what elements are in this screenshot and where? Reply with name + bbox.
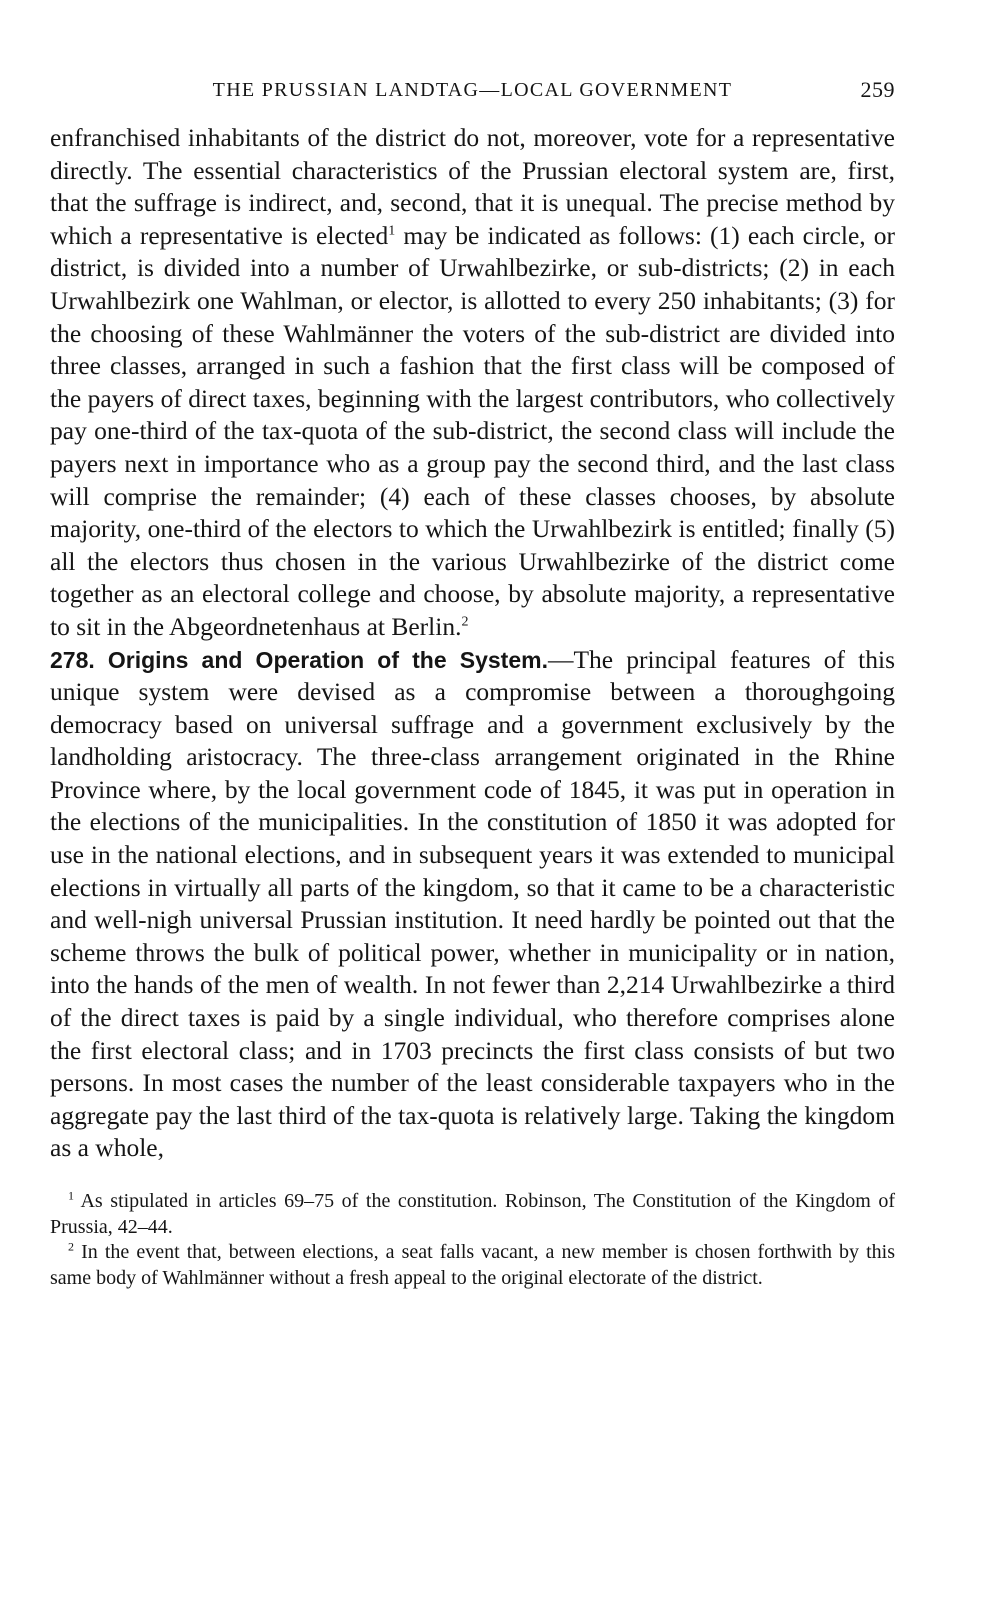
footnote-mark: 2 (68, 1239, 74, 1254)
body-text (50, 122, 895, 1165)
paragraph-text: may be indicated as follows: (1) each circle, or district, is divided into a number of Urwahlbezirke, or sub-districts; (2) in each Urwahlbezirk one Wahlman, or elector, is allotted to every 250 inhabitants; (3) for the choosing of these Wahlmänner the voters of the sub-district are divided into three classes, arranged in such a fashion that the first class will be composed of the payers of direct taxes, beginning with the largest contributors, who collectively pay one-third of the tax-quota of the sub-district, the second class will include the payers next in importance who as a group pay the second third, and the last class will comprise the remainder; (4) each of these classes chooses, by absolute majority, one-third of the electors to which the Urwahlbezirk is entitled; finally (5) all the electors thus chosen in the various Urwahlbezirke of the district come together as an electoral college and choose, by absolute majority, a representative to sit in the Abgeordnetenhaus at Berlin. (50, 220, 895, 641)
running-header (50, 70, 895, 110)
footnote-2 (50, 1240, 895, 1291)
paragraph-text: —The principal features of this unique system were devised as a compromise between a thoroughgoing democracy based on universal suffrage and a government exclusively by the landholding aristocracy. The three-class arrangement originated in the Rhine Province where, by the local government code of 1845, it was put in operation in the elections of the municipalities. In the constitution of 1850 it was adopted for use in the national elections, and in subsequent years it was extended to municipal elections in virtually all parts of the kingdom, so that it came to be a characteristic and well-nigh universal Prussian institution. It need hardly be pointed out that the scheme throws the bulk of political power, whether in municipality or in nation, into the hands of the men of wealth. In not fewer than 2,214 Urwahlbezirke a third of the direct taxes is paid by a single individual, who therefore comprises alone the first electoral class; and in 1703 precincts the first class consists of but two persons. In most cases the number of the least considerable taxpayers who in the aggregate pay the last third of the tax-quota is relatively large. Taking the kingdom as a whole, (50, 644, 895, 1163)
footnotes (50, 1189, 895, 1291)
footnote-1 (50, 1189, 895, 1240)
footnote-text: As stipulated in articles 69–75 of the constitution. Robinson, The Constitution of the Kingdom of Prussia, 42–44. (50, 1190, 895, 1238)
footnote-text: In the event that, between elections, a seat falls vacant, a new member is chosen forthwith by this same body of Wahlmänner without a fresh appeal to the original electorate of the district. (50, 1241, 895, 1289)
running-title: THE PRUSSIAN LANDTAG—LOCAL GOVERNMENT (212, 79, 733, 101)
paragraph-electoral-method (50, 122, 895, 644)
footnote-mark: 1 (68, 1188, 74, 1203)
page-number: 259 (860, 77, 895, 102)
book-page (50, 70, 895, 1291)
footnote-reference-2: 2 (461, 614, 469, 630)
section-heading: 278. Origins and Operation of the System. (50, 646, 548, 673)
paragraph-origins (50, 644, 895, 1166)
paragraph-text: enfranchised inhabitants of the district do not, moreover, vote for a representative directly. The essential characteristics of the Prussian electoral system are, first, that the suffrage is indirect, and, second, that it is unequal. The precise method by which a representative is elected (50, 123, 895, 250)
footnote-reference-1: 1 (388, 223, 396, 239)
